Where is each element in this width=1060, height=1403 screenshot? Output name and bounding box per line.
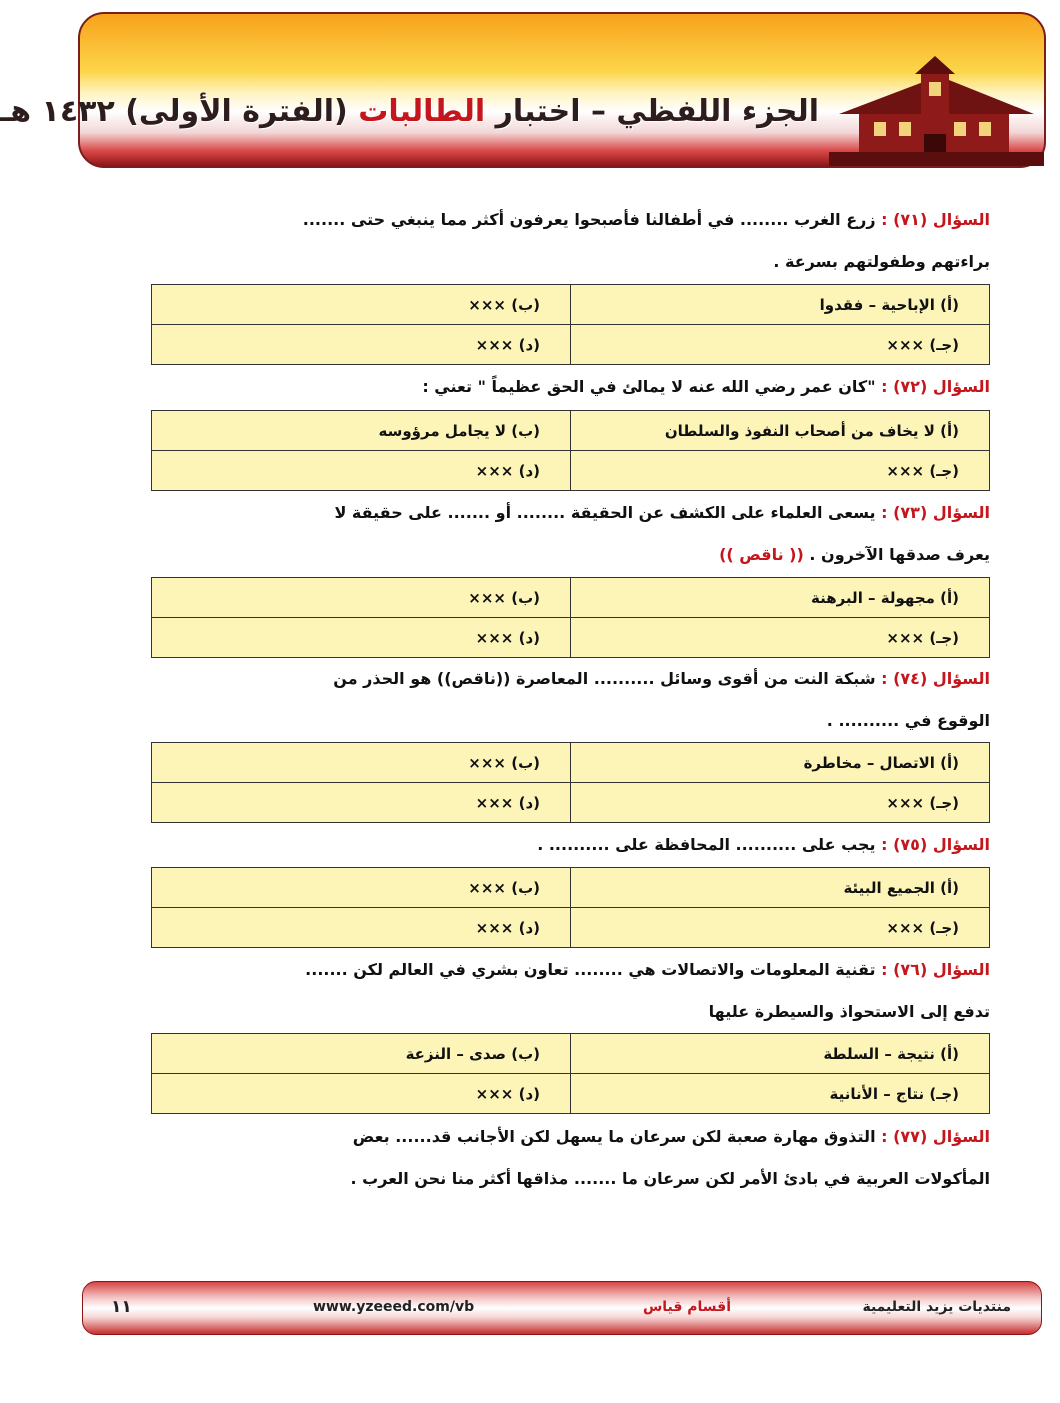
question-line: زرع الغرب ........ في أطفالنا فأصبحوا يعرفون أكثر مما ينبغي حتى ....... [302, 210, 876, 229]
option-d[interactable]: (د) ××× [152, 618, 571, 658]
question-73 [135, 503, 990, 565]
question-label: السؤال (٧٣) : [881, 503, 990, 522]
options-table-71 [151, 284, 990, 365]
title-part1: الجزء اللفظي – اختبار [485, 94, 819, 129]
options-table-74 [151, 742, 990, 823]
option-d[interactable]: (د) ××× [152, 451, 571, 491]
page-number: ١١ [111, 1297, 132, 1317]
section-name: أقسام قياس [642, 1299, 731, 1315]
option-d[interactable]: (د) ××× [152, 783, 571, 823]
question-line: التذوق مهارة صعبة لكن سرعان ما يسهل لكن الأجانب قد...... بعض [352, 1127, 876, 1146]
question-label: السؤال (٧١) : [881, 210, 990, 229]
option-a[interactable]: (أ) مجهولة – البرهنة [571, 578, 990, 618]
question-line: شبكة النت من أقوى وسائل .......... المعاصرة ((ناقص)) هو الحذر من [333, 669, 876, 688]
forum-name: منتديات يزيد التعليمية [862, 1299, 1011, 1315]
option-b[interactable]: (ب) صدى – النزعة [152, 1034, 571, 1074]
option-c[interactable]: (جـ) ××× [571, 783, 990, 823]
title-highlight: الطالبات [358, 94, 486, 129]
options-table-75 [151, 867, 990, 948]
option-c[interactable]: (جـ) ××× [571, 451, 990, 491]
option-c[interactable]: (جـ) نتاج – الأنانية [571, 1074, 990, 1114]
options-table-76 [151, 1033, 990, 1114]
title-part2: (الفترة الأولى) ١٤٣٢ هـ [0, 94, 359, 129]
question-72 [135, 377, 990, 397]
option-b[interactable]: (ب) ××× [152, 578, 571, 618]
question-76 [135, 960, 990, 1022]
question-line: براءتهم وطفولتهم بسرعة . [773, 252, 990, 271]
question-label: السؤال (٧٦) : [881, 960, 990, 979]
option-a[interactable]: (أ) نتيجة – السلطة [571, 1034, 990, 1074]
header-banner [0, 12, 1046, 168]
question-77 [135, 1127, 990, 1189]
footer-bar [82, 1281, 1042, 1335]
options-table-73 [151, 577, 990, 658]
page-title [0, 94, 819, 129]
question-71 [135, 210, 990, 272]
option-c[interactable]: (جـ) ××× [571, 325, 990, 365]
question-line: يعرف صدقها الآخرون . [809, 545, 990, 564]
question-74 [135, 669, 990, 731]
question-label: السؤال (٧٢) : [881, 377, 990, 396]
question-line: تدفع إلى الاستحواذ والسيطرة عليها [708, 1002, 990, 1021]
site-url[interactable]: www.yzeeed.com/vb [313, 1299, 475, 1315]
question-line: يسعى العلماء على الكشف عن الحقيقة ........ أو ....... على حقيقة لا [334, 503, 876, 522]
house-illustration [829, 54, 1044, 166]
options-table-72 [151, 410, 990, 491]
missing-note: (( ناقص )) [719, 545, 804, 564]
option-a[interactable]: (أ) لا يخاف من أصحاب النفوذ والسلطان [571, 411, 990, 451]
option-d[interactable]: (د) ××× [152, 908, 571, 948]
option-c[interactable]: (جـ) ××× [571, 908, 990, 948]
question-label: السؤال (٧٧) : [881, 1127, 990, 1146]
question-75 [135, 835, 990, 855]
option-b[interactable]: (ب) ××× [152, 285, 571, 325]
question-line: تقنية المعلومات والاتصالات هي ........ تعاون بشري في العالم لكن ....... [305, 960, 876, 979]
question-line: يجب على .......... المحافظة على .......... . [537, 835, 876, 854]
option-b[interactable]: (ب) لا يجامل مرؤوسه [152, 411, 571, 451]
option-a[interactable]: (أ) الاتصال – مخاطرة [571, 743, 990, 783]
option-a[interactable]: (أ) الإباحية – فقدوا [571, 285, 990, 325]
question-label: السؤال (٧٤) : [881, 669, 990, 688]
question-line: المأكولات العربية في بادئ الأمر لكن سرعان ما ....... مذاقها أكثر منا نحن العرب . [350, 1169, 990, 1188]
question-label: السؤال (٧٥) : [881, 835, 990, 854]
option-b[interactable]: (ب) ××× [152, 868, 571, 908]
option-d[interactable]: (د) ××× [152, 1074, 571, 1114]
question-line: "كان عمر رضي الله عنه لا يمالئ في الحق عظيماً " تعني : [422, 377, 876, 396]
option-c[interactable]: (جـ) ××× [571, 618, 990, 658]
question-line: الوقوع في .......... . [826, 711, 990, 730]
option-a[interactable]: (أ) الجميع البيئة [571, 868, 990, 908]
option-d[interactable]: (د) ××× [152, 325, 571, 365]
option-b[interactable]: (ب) ××× [152, 743, 571, 783]
